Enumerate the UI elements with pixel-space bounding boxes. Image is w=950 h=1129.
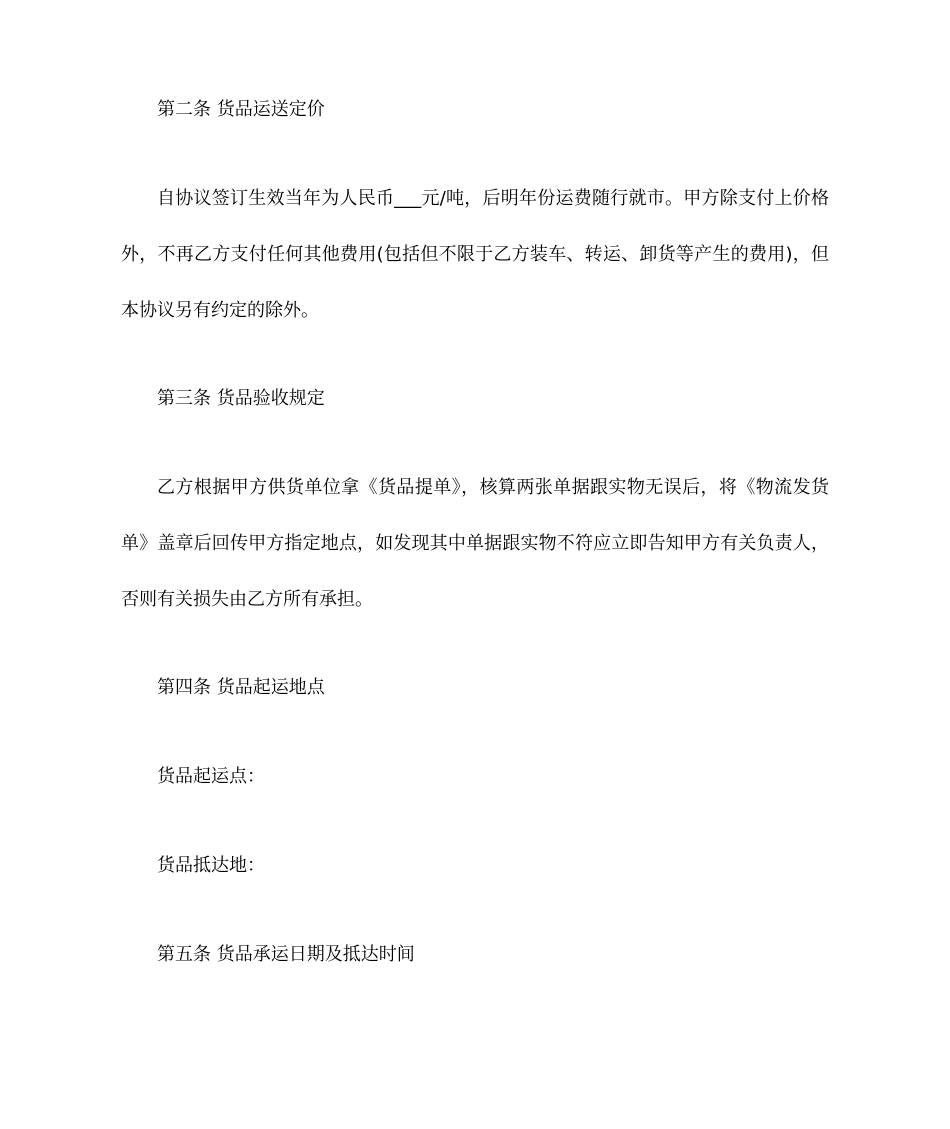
article-2-heading: 第二条 货品运送定价 [157, 99, 325, 120]
article-3-line-3: 否则有关损失由乙方所有承担。 [121, 589, 373, 610]
article-5-heading: 第五条 货品承运日期及抵达时间 [157, 944, 415, 965]
article-3-heading: 第三条 货品验收规定 [157, 388, 325, 409]
article-2-line-1: 自协议签订生效当年为人民币___元/吨，后明年份运费随行就市。甲方除支付上价格 [157, 188, 829, 209]
article-2-line-2: 外，不再乙方支付任何其他费用(包括但不限于乙方装车、转运、卸货等产生的费用)，但 [121, 244, 829, 265]
article-3-line-2: 单》盖章后回传甲方指定地点，如发现其中单据跟实物不符应立即告知甲方有关负责人， [121, 533, 829, 554]
article-2-line-3: 本协议另有约定的除外。 [121, 300, 319, 321]
article-3-line-1: 乙方根据甲方供货单位拿《货品提单》，核算两张单据跟实物无误后，将《物流发货 [157, 477, 829, 498]
destination-label: 货品抵达地： [157, 855, 265, 876]
origin-label: 货品起运点： [157, 766, 265, 787]
article-4-heading: 第四条 货品起运地点 [157, 677, 325, 698]
